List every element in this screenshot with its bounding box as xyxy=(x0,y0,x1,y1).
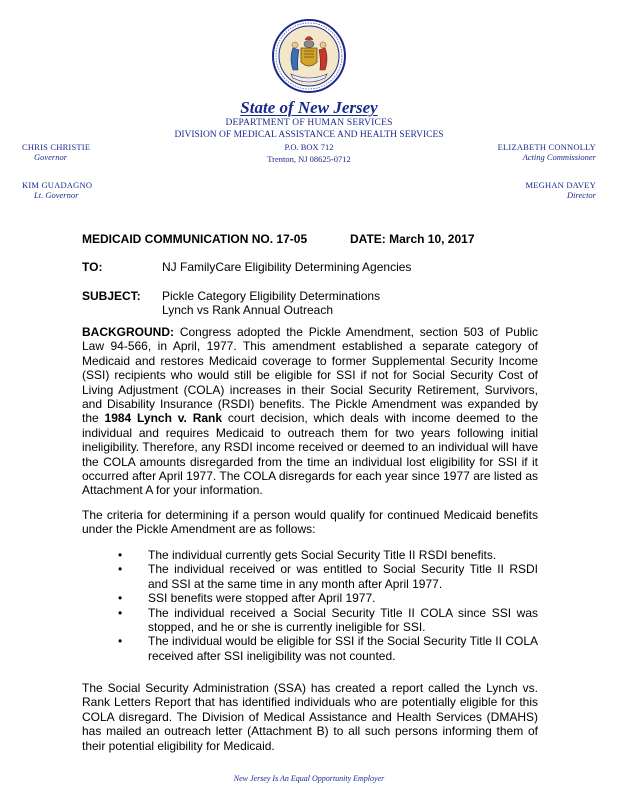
director-title: Director xyxy=(567,190,596,200)
list-item: • SSI benefits were stopped after April 1977. xyxy=(118,591,376,606)
state-seal-icon xyxy=(271,18,347,94)
communication-number: MEDICAID COMMUNICATION NO. 17-05 xyxy=(82,232,308,246)
state-name: State of New Jersey xyxy=(240,98,378,117)
bullet-icon: • xyxy=(118,605,123,620)
commissioner-title: Acting Commissioner xyxy=(522,152,596,162)
subject-label: SUBJECT: xyxy=(82,289,141,303)
background-text-1: Congress adopted the Pickle Amendment, section 503 of Public Law 94-566, in April, 1977. This amendment established a separate category of Medicaid and restores Medicaid coverage to former Supplemental Security Income (SSI) recipients who would still be eligible for SSI if not for Social Security Cost of Living Adjustment (COLA) increases in their Social Security Retirement, Survivors, and Disability Insurance (RSDI) benefits. The Pickle Amendment was expanded by the xyxy=(82,325,538,426)
to-value: NJ FamilyCare Eligibility Determining Agencies xyxy=(162,260,412,274)
lt-governor-block xyxy=(22,180,92,200)
department-name: DEPARTMENT OF HUMAN SERVICES xyxy=(225,118,393,128)
bullet-icon: • xyxy=(118,591,123,606)
subject-line-1: Pickle Category Eligibility Determinations xyxy=(162,289,381,303)
ssa-paragraph: The Social Security Administration (SSA) has created a report called the Lynch vs. Rank Letters Report that has identified individuals who are potentially eligible for this COLA disregard. The Division of Medical Assistance and Health Services (DMAHS) has mailed an outreach letter (Attachment B) to all such persons informing them of their potential eligibility for Medicaid. xyxy=(82,681,538,753)
lt-governor-name: KIM GUADAGNO xyxy=(22,180,93,190)
bullet-icon: • xyxy=(118,634,123,649)
subject-line-2: Lynch vs Rank Annual Outreach xyxy=(162,303,333,318)
list-item: • The individual currently gets Social Security Title II RSDI benefits. xyxy=(118,548,497,562)
po-box: P.O. BOX 712 xyxy=(284,142,334,152)
director-name: MEGHAN DAVEY xyxy=(525,180,596,190)
director-block xyxy=(526,180,596,200)
subject-value xyxy=(162,289,380,318)
governor-block xyxy=(22,142,90,162)
lt-governor-title: Lt. Governor xyxy=(34,190,79,200)
list-item: • The individual received a Social Security Title II COLA since SSI was stopped, and he or she is currently ineligible for SSI. xyxy=(118,605,538,635)
to-label: TO: xyxy=(82,260,103,274)
background-paragraph xyxy=(82,325,538,498)
memo-date: DATE: March 10, 2017 xyxy=(350,232,475,246)
criteria-intro: The criteria for determining if a person would qualify for continued Medicaid benefits under the Pickle Amendment are as follows: xyxy=(82,508,538,537)
footer-text: New Jersey Is An Equal Opportunity Employer xyxy=(233,774,385,783)
bullet-icon: • xyxy=(118,548,123,562)
division-name: DIVISION OF MEDICAL ASSISTANCE AND HEALTH SERVICES xyxy=(174,130,444,140)
background-text-2: court decision, which deals with income deemed to the individual and requires Medicaid to outreach them for two years following initial ineligibility. Therefore, any RSDI income received or deemed to an individual will have the COLA amounts disregarded from the time an individual lost eligibility for SSI if it occurred after April 1977. The COLA disregards for each year since 1977 are listed as Attachment A for your information. xyxy=(82,411,538,498)
lynch-rank-case: 1984 Lynch v. Rank xyxy=(104,411,223,426)
commissioner-block xyxy=(498,142,596,162)
list-item: • The individual would be eligible for SSI if the Social Security Title II COLA received after SSI ineligibility was not counted. xyxy=(118,634,538,663)
bullet-icon: • xyxy=(118,562,123,577)
city-address: Trenton, NJ 08625-0712 xyxy=(267,154,351,164)
background-label: BACKGROUND: xyxy=(82,325,174,339)
governor-name: CHRIS CHRISTIE xyxy=(22,142,91,152)
commissioner-name: ELIZABETH CONNOLLY xyxy=(497,142,596,152)
list-item: • The individual received or was entitled to Social Security Title II RSDI and SSI at the same time in any month after April 1977. xyxy=(118,562,538,591)
governor-title: Governor xyxy=(34,152,68,162)
criteria-list xyxy=(118,548,538,663)
